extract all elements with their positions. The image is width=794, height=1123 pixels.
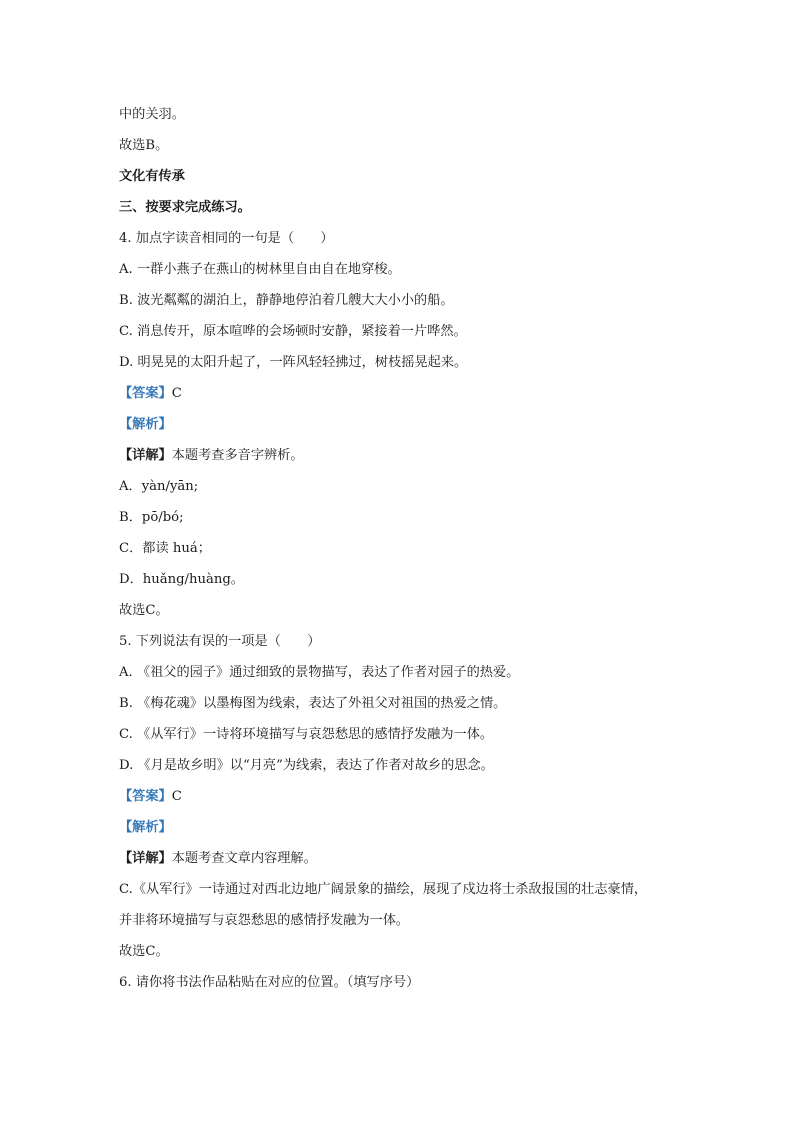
- text-line: 故选C。: [119, 603, 169, 618]
- text-line: 中的关羽。: [119, 107, 185, 122]
- text-line: C.《从军行》一诗通过对西北边地广阔景象的描绘，展现了戍边将士杀敌报国的壮志豪情，: [119, 882, 648, 897]
- line-label: 【详解】: [119, 851, 172, 866]
- text-line: 故选B。: [119, 138, 169, 153]
- text-line: D. 《月是故乡明》以“月亮”为线索，表达了作者对故乡的思念。: [119, 758, 494, 773]
- text-line: D. 明晃晃的太阳升起了，一阵风轻轻拂过，树枝摇晃起来。: [119, 355, 468, 370]
- text-line: B．pō/bó;: [119, 510, 184, 525]
- document-body: [119, 99, 699, 998]
- text-line: A. 一群小燕子在燕山的树林里自由自在地穿梭。: [119, 262, 401, 277]
- text-line: [119, 378, 699, 409]
- text-line: 三、按要求完成练习。: [119, 200, 251, 215]
- text-line: B. 《梅花魂》以墨梅图为线索，表达了外祖父对祖国的热爱之情。: [119, 696, 507, 711]
- text-line: 6. 请你将书法作品粘贴在对应的位置。（填写序号）: [119, 975, 420, 990]
- text-line: [119, 440, 699, 471]
- text-line: A．yàn/yān;: [119, 479, 199, 494]
- text-line: 文化有传承: [119, 169, 185, 184]
- text-line: [119, 843, 699, 874]
- line-text: 本题考查多音字辨析。: [171, 448, 304, 463]
- line-label: 【答案】: [119, 789, 172, 804]
- text-line: D．huǎng/huàng。: [119, 572, 244, 587]
- text-line: [119, 781, 699, 812]
- line-label: 【详解】: [119, 448, 172, 463]
- text-line: 【解析】: [119, 417, 172, 432]
- line-label: 【答案】: [119, 386, 172, 401]
- text-line: 故选C。: [119, 944, 169, 959]
- text-line: 并非将环境描写与哀怨愁思的感情抒发融为一体。: [119, 913, 410, 928]
- text-line: A. 《祖父的园子》通过细致的景物描写，表达了作者对园子的热爱。: [119, 665, 520, 680]
- text-line: C．都读 huá；: [119, 541, 211, 556]
- text-line: 【解析】: [119, 820, 172, 835]
- line-text: 本题考查文章内容理解。: [171, 851, 317, 866]
- line-text: C: [171, 789, 182, 804]
- line-text: C: [171, 386, 182, 401]
- text-line: C. 《从军行》一诗将环境描写与哀怨愁思的感情抒发融为一体。: [119, 727, 494, 742]
- text-line: 5. 下列说法有误的一项是（ ）: [119, 634, 321, 649]
- text-line: C. 消息传开，原本喧哗的会场顿时安静，紧接着一片哗然。: [119, 324, 467, 339]
- text-line: B. 波光粼粼的湖泊上，静静地停泊着几艘大大小小的船。: [119, 293, 454, 308]
- text-line: 4. 加点字读音相同的一句是（ ）: [119, 231, 334, 246]
